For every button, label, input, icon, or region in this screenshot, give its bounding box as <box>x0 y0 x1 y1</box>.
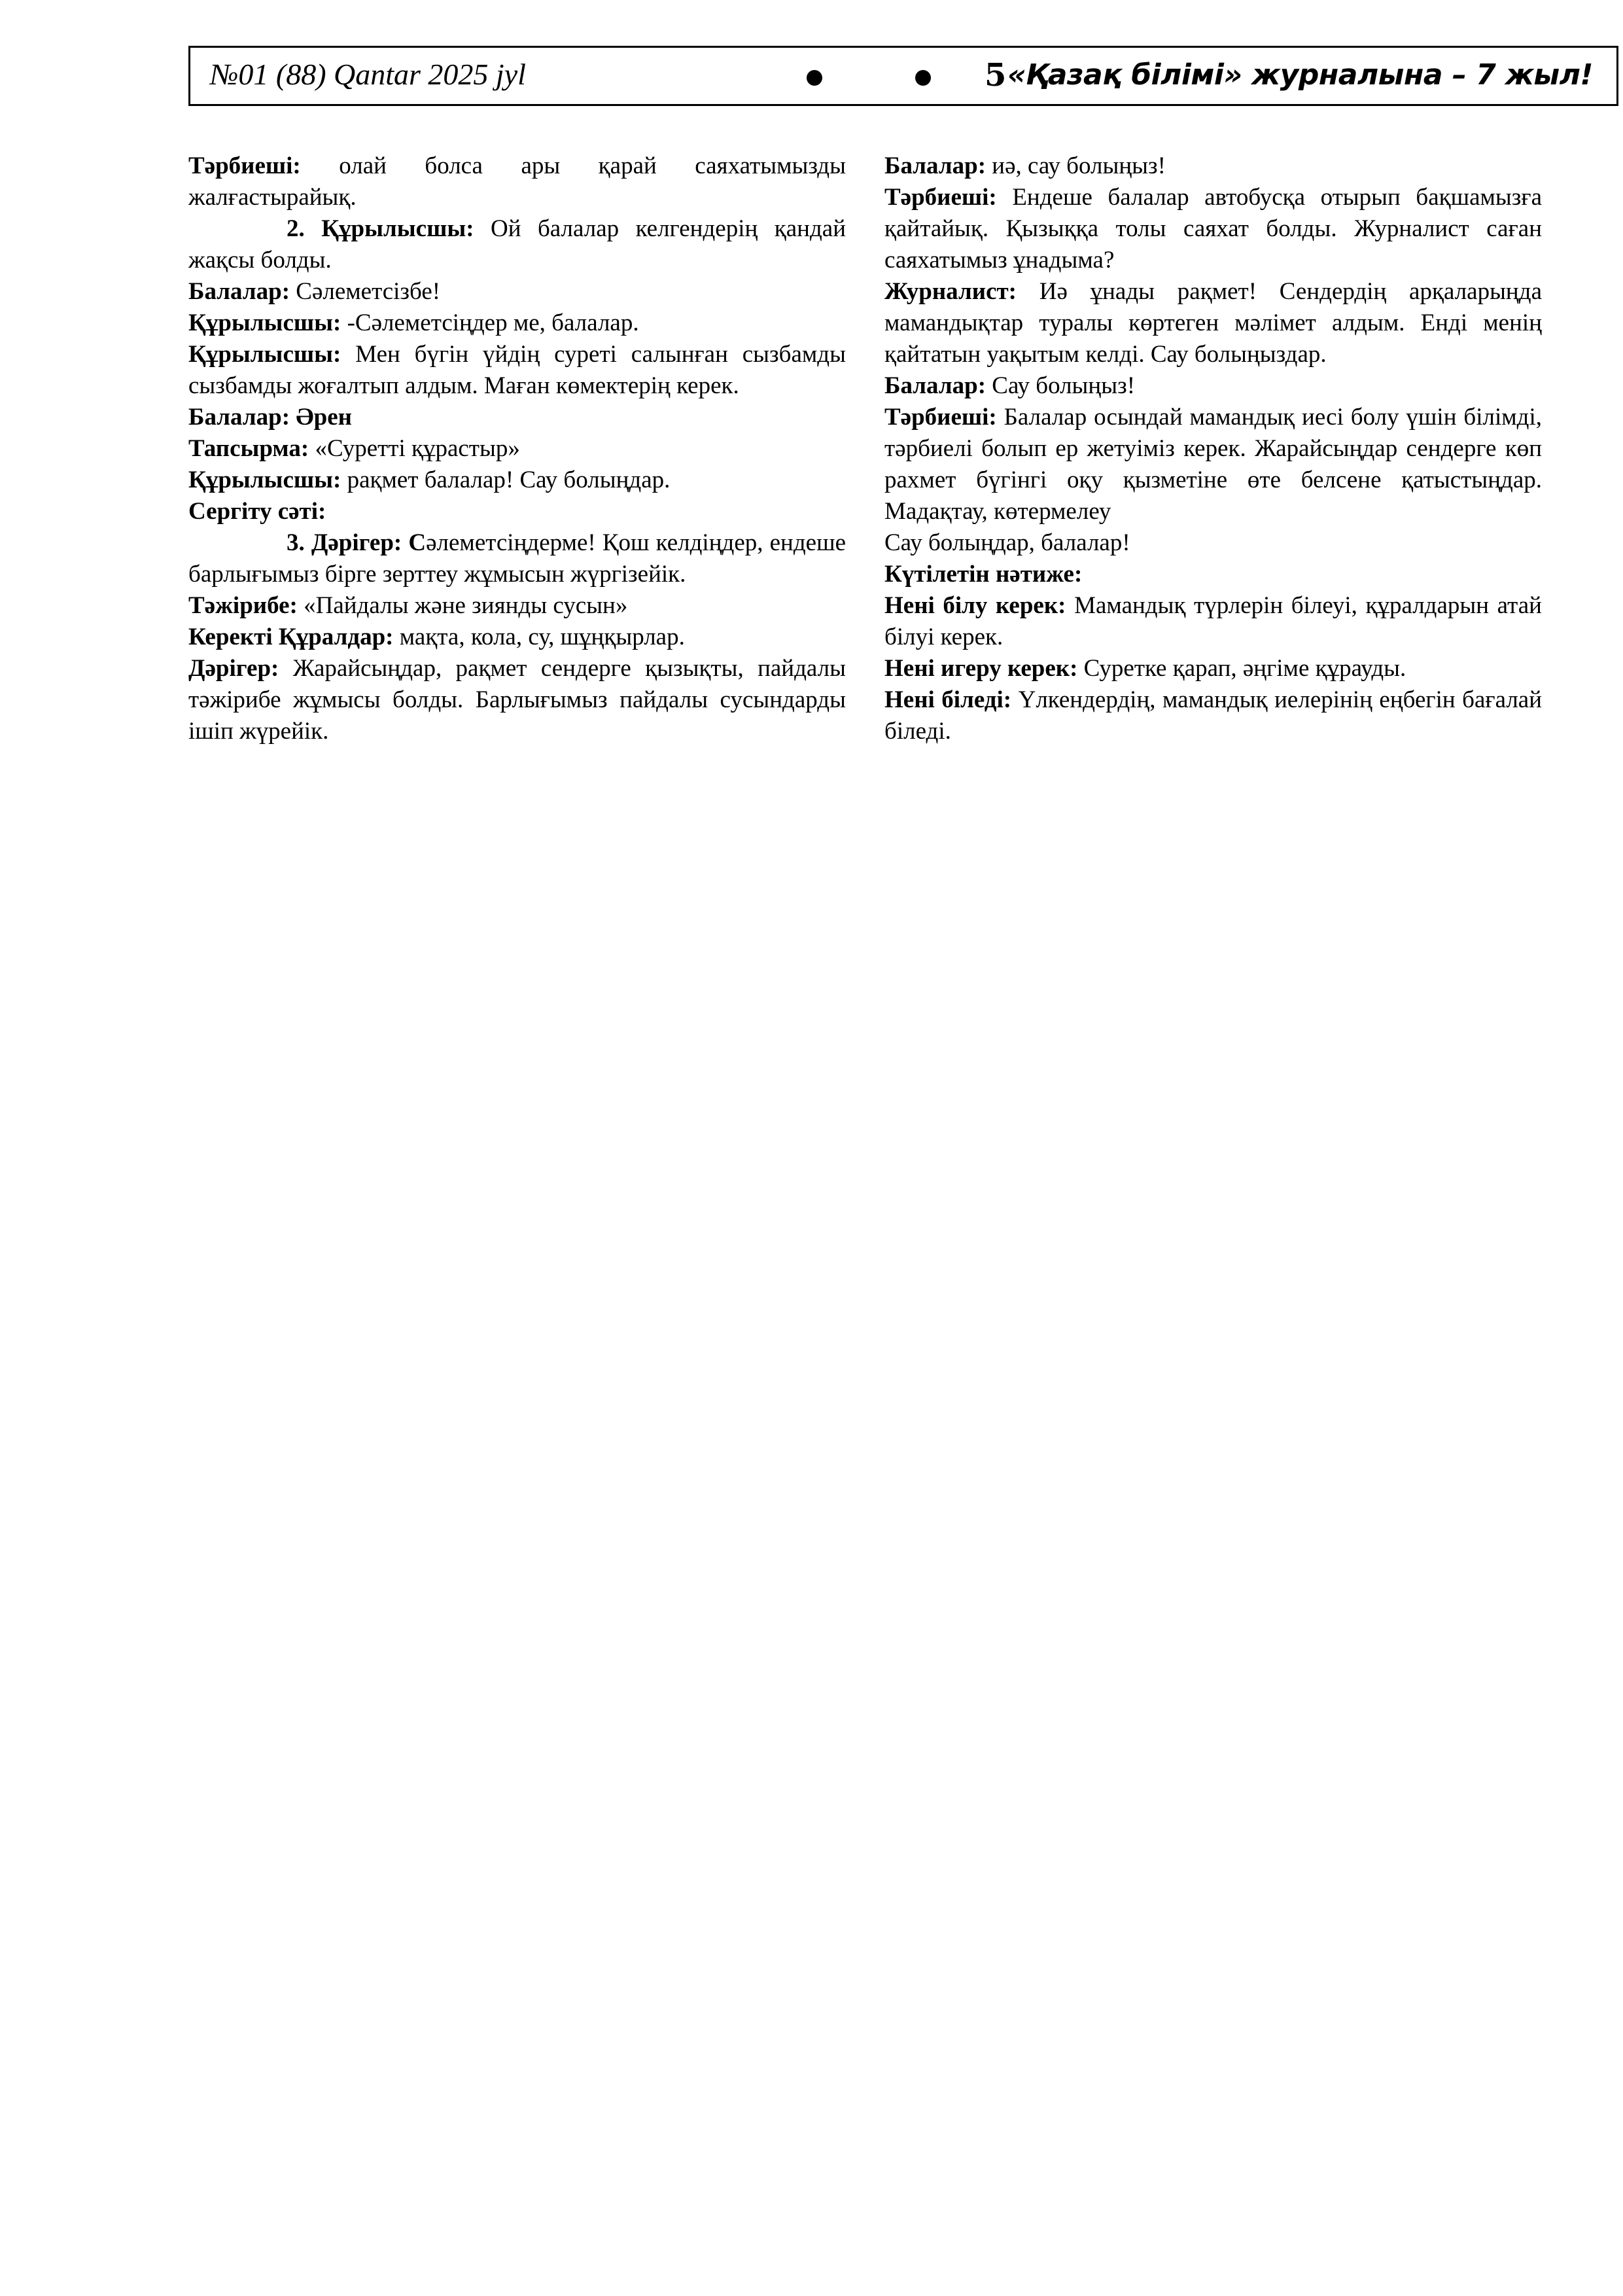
paragraph-text: Иә ұнады рақмет! Сендердің арқаларыңда мамандықтар туралы көртеген мәлімет алдым. Енді менің қайтатын уақытым келді. Сау болыңыздар. <box>884 278 1542 368</box>
speaker-label: 3. Дәрігер: С <box>287 529 427 556</box>
bullet-dot-icon <box>807 70 822 86</box>
speaker-label: Құрылысшы: <box>188 341 341 368</box>
speaker-label: Тапсырма: <box>188 435 309 462</box>
paragraph <box>884 276 1542 370</box>
page-header <box>188 46 1618 106</box>
paragraph-text: Сау болыңдар, балалар! <box>884 529 1130 556</box>
paragraph <box>884 370 1542 402</box>
speaker-label: Тәрбиеші: <box>188 152 301 179</box>
speaker-label: Сергіту сәті: <box>188 498 326 525</box>
speaker-label: Құрылысшы: <box>188 309 341 336</box>
paragraph <box>884 590 1542 653</box>
paragraph-text: Мамандық түрлерін білеуі, құралдарын атай білуі керек. <box>884 592 1542 650</box>
paragraph <box>188 213 846 276</box>
paragraph <box>884 653 1542 684</box>
page-number: 5 <box>985 57 1007 94</box>
paragraph-text: Суретке қарап, әңгіме құрауды. <box>1077 655 1406 682</box>
speaker-label: Құрылысшы: <box>188 467 341 493</box>
speaker-label: Нені білу керек: <box>884 592 1066 619</box>
paragraph <box>188 590 846 622</box>
paragraph-text: мақта, кола, су, шұңқырлар. <box>393 624 685 650</box>
paragraph <box>884 559 1542 590</box>
speaker-label: Тәжірибе: <box>188 592 298 619</box>
paragraph-text: Үлкендердің, мамандық иелерінің еңбегін бағалай біледі. <box>884 686 1543 745</box>
paragraph-text: «Пайдалы және зиянды сусын» <box>297 592 628 619</box>
paragraph <box>188 527 846 590</box>
paragraph-text: -Сәлеметсіңдер ме, балалар. <box>341 309 639 336</box>
paragraph-text: олай болса ары қарай саяхатымызды жалғастырайық. <box>188 152 846 211</box>
journal-tagline: «Қазақ білімі» журналына – 7 жыл! <box>1007 58 1593 92</box>
paragraph <box>188 653 846 747</box>
paragraph-text: әлеметсіңдерме! Қош келдіңдер, ендеше барлығымыз бірге зерттеу жұмысын жүргізейік. <box>188 529 846 588</box>
paragraph-text: Сау болыңыз! <box>986 372 1136 399</box>
speaker-label: Дәрігер: <box>188 655 279 682</box>
paragraph <box>188 496 846 527</box>
speaker-label: Тәрбиеші: <box>884 184 997 211</box>
paragraph-text: Жарайсыңдар, рақмет сендерге қызықты, пайдалы тәжірибе жұмысы болды. Барлығымыз пайдалы сусындарды ішіп жүрейік. <box>188 655 846 745</box>
speaker-label: Балалар: <box>884 372 986 399</box>
paragraph-text: Сәлеметсізбе! <box>290 278 441 305</box>
speaker-label: Балалар: Әрен <box>188 404 352 431</box>
speaker-label: Күтілетін нәтиже: <box>884 561 1083 588</box>
paragraph <box>188 308 846 339</box>
paragraph-text: Балалар осындай мамандық иесі болу үшін білімді, тәрбиелі болып ер жетуіміз керек. Жарайсыңдар сендерге көп рахмет бүгінгі оқу қызметіне өте белсене қатыстыңдар. Мадақтау, көтермелеу <box>884 404 1542 525</box>
paragraph-text: Ендеше балалар автобусқа отырып бақшамызға қайтайық. Қызыққа толы саяхат болды. Журналист саған саяхатымыз ұнадыма? <box>884 184 1542 274</box>
paragraph <box>884 684 1542 747</box>
paragraph <box>188 622 846 653</box>
paragraph <box>884 402 1542 527</box>
speaker-label: Балалар: <box>884 152 986 179</box>
paragraph <box>188 433 846 465</box>
paragraph <box>188 150 846 213</box>
paragraph <box>188 465 846 496</box>
paragraph <box>884 182 1542 276</box>
paragraph <box>188 402 846 433</box>
paragraph <box>884 527 1542 559</box>
paragraph-text: Мен бүгін үйдің суреті салынған сызбамды сызбамды жоғалтып алдым. Маған көмектерің керек. <box>188 341 846 399</box>
paragraph-text: иә, сау болыңыз! <box>986 152 1166 179</box>
speaker-label: Тәрбиеші: <box>884 404 997 431</box>
paragraph <box>884 150 1542 182</box>
issue-label: №01 (88) Qantar 2025 jyl <box>210 58 526 91</box>
speaker-label: Балалар: <box>188 278 290 305</box>
paragraph <box>188 276 846 308</box>
left-column <box>188 150 846 747</box>
paragraph-text: рақмет балалар! Сау болыңдар. <box>341 467 671 493</box>
speaker-label: Журналист: <box>884 278 1017 305</box>
paragraph-text: Ой балалар келгендерің қандай жақсы болды. <box>188 215 846 274</box>
speaker-label: Нені біледі: <box>884 686 1012 713</box>
speaker-label: 2. Құрылысшы: <box>287 215 474 242</box>
bullet-dot-icon <box>915 70 931 86</box>
paragraph <box>188 339 846 402</box>
speaker-label: Керекті Құралдар: <box>188 624 394 650</box>
paragraph-text: «Суретті құрастыр» <box>309 435 520 462</box>
right-column <box>884 150 1542 747</box>
speaker-label: Нені игеру керек: <box>884 655 1078 682</box>
